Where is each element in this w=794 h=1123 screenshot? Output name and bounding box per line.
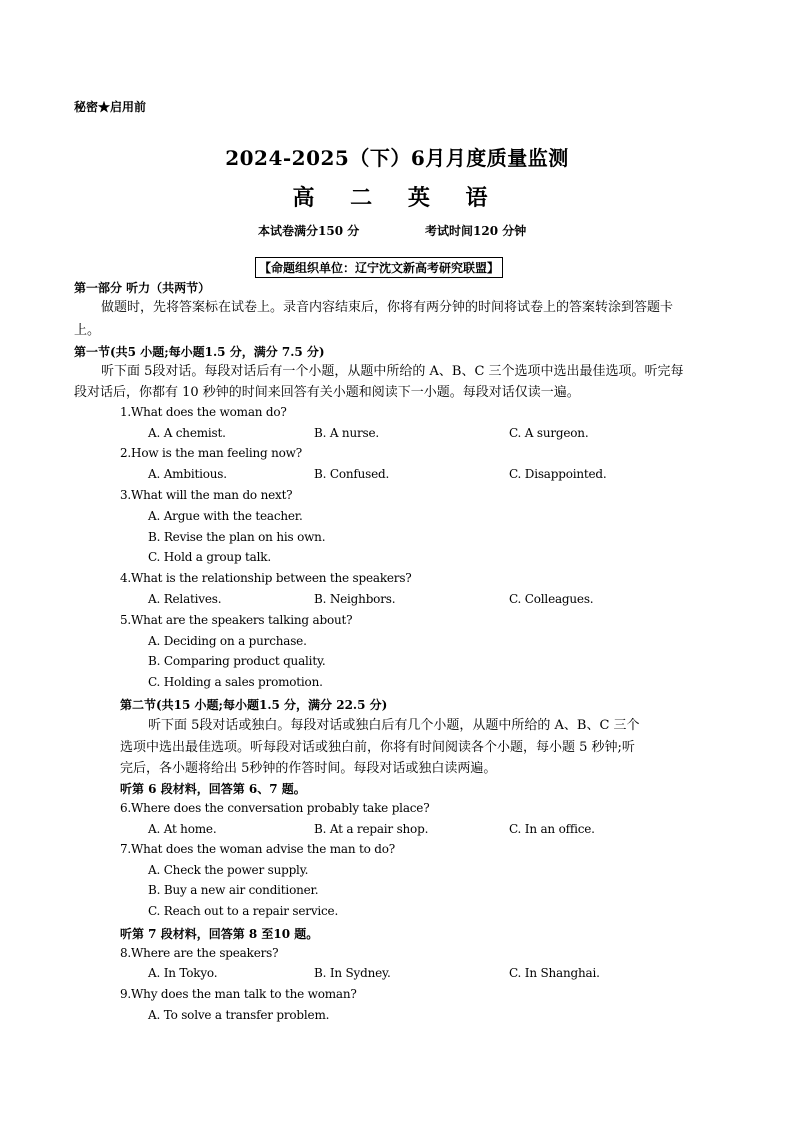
organizer-box: 【命题组织单位：辽宁沈文新高考研究联盟】 bbox=[255, 257, 503, 278]
question-1-stem: 1.What does the woman do? bbox=[120, 405, 287, 419]
question-7-option-b: B. Buy a new air conditioner. bbox=[148, 883, 319, 897]
full-score-info: 本试卷满分150 分 bbox=[258, 224, 360, 238]
question-5-stem: 5.What are the speakers talking about? bbox=[120, 613, 353, 627]
question-4-stem: 4.What is the relationship between the speakers? bbox=[120, 571, 412, 585]
question-5-option-c: C. Holding a sales promotion. bbox=[148, 675, 323, 689]
time-limit-info: 考试时间120 分钟 bbox=[425, 224, 527, 238]
question-3-option-b: B. Revise the plan on his own. bbox=[148, 530, 326, 544]
question-3-stem: 3.What will the man do next? bbox=[120, 488, 293, 502]
exam-title: 2024-2025（下）6月月度质量监测 bbox=[225, 146, 569, 170]
question-7-stem: 7.What does the woman advise the man to do? bbox=[120, 842, 395, 856]
question-8-stem: 8.Where are the speakers? bbox=[120, 946, 279, 960]
question-1-option-a: A. A chemist. bbox=[148, 426, 226, 440]
question-5-option-b: B. Comparing product quality. bbox=[148, 654, 326, 668]
question-4-option-b: B. Neighbors. bbox=[314, 592, 396, 606]
question-9-option-a: A. To solve a transfer problem. bbox=[148, 1008, 330, 1022]
question-4-option-a: A. Relatives. bbox=[148, 592, 222, 606]
material-6-heading: 听第 6 段材料，回答第 6、7 题。 bbox=[120, 782, 306, 796]
question-1-option-b: B. A nurse. bbox=[314, 426, 379, 440]
part1-intro-line2: 上。 bbox=[74, 323, 101, 338]
section2-instr-line3: 完后，各小题将给出 5秒钟的作答时间。每段对话或独白读两遍。 bbox=[120, 761, 497, 776]
question-3-option-a: A. Argue with the teacher. bbox=[148, 509, 303, 523]
question-8-option-b: B. In Sydney. bbox=[314, 966, 391, 980]
question-1-option-c: C. A surgeon. bbox=[509, 426, 589, 440]
part1-heading: 第一部分 听力（共两节） bbox=[74, 281, 211, 295]
section1-instr-line2: 段对话后，你都有 10 秒钟的时间来回答有关小题和阅读下一小题。每段对话仅读一遍。 bbox=[74, 385, 580, 400]
question-8-option-a: A. In Tokyo. bbox=[148, 966, 218, 980]
confidential-mark: 秘密★启用前 bbox=[74, 100, 147, 114]
section1-instr-line1: 听下面 5段对话。每段对话后有一个小题，从题中所给的 A、B、C 三个选项中选出最佳选项。听完每 bbox=[101, 364, 684, 379]
question-6-option-b: B. At a repair shop. bbox=[314, 822, 429, 836]
exam-subject: 高 二 英 语 bbox=[292, 185, 502, 211]
section1-heading: 第一节(共5 小题;每小题1.5 分，满分 7.5 分) bbox=[74, 345, 325, 359]
question-8-option-c: C. In Shanghai. bbox=[509, 966, 600, 980]
section2-instr-line2: 选项中选出最佳选项。听每段对话或独白前，你将有时间阅读各个小题，每小题 5 秒钟;听 bbox=[120, 740, 635, 755]
question-6-option-a: A. At home. bbox=[148, 822, 217, 836]
question-4-option-c: C. Colleagues. bbox=[509, 592, 594, 606]
question-7-option-a: A. Check the power supply. bbox=[148, 863, 309, 877]
question-6-stem: 6.Where does the conversation probably take place? bbox=[120, 801, 430, 815]
question-2-stem: 2.How is the man feeling now? bbox=[120, 446, 302, 460]
part1-intro-line1: 做题时，先将答案标在试卷上。录音内容结束后，你将有两分钟的时间将试卷上的答案转涂到答题卡 bbox=[101, 300, 674, 315]
question-7-option-c: C. Reach out to a repair service. bbox=[148, 904, 339, 918]
material-7-heading: 听第 7 段材料，回答第 8 至10 题。 bbox=[120, 927, 319, 941]
question-5-option-a: A. Deciding on a purchase. bbox=[148, 634, 307, 648]
question-2-option-b: B. Confused. bbox=[314, 467, 390, 481]
question-2-option-a: A. Ambitious. bbox=[148, 467, 227, 481]
section2-heading: 第二节(共15 小题;每小题1.5 分，满分 22.5 分) bbox=[120, 698, 388, 712]
question-6-option-c: C. In an office. bbox=[509, 822, 595, 836]
section2-instr-line1: 听下面 5段对话或独白。每段对话或独白后有几个小题，从题中所给的 A、B、C 三个 bbox=[148, 718, 640, 733]
question-2-option-c: C. Disappointed. bbox=[509, 467, 607, 481]
question-9-stem: 9.Why does the man talk to the woman? bbox=[120, 987, 357, 1001]
question-3-option-c: C. Hold a group talk. bbox=[148, 550, 271, 564]
